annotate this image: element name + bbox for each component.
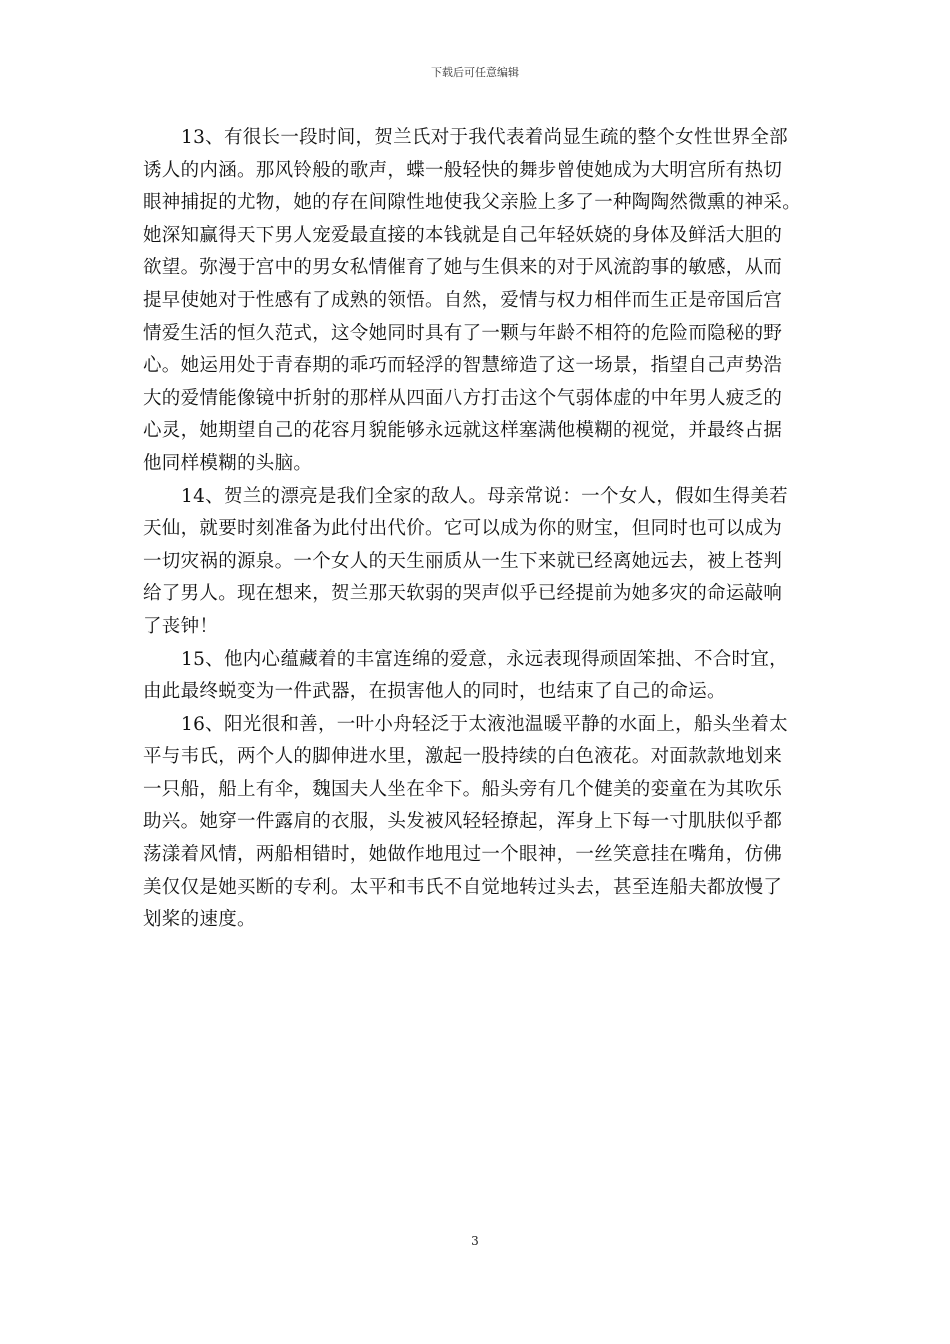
paragraph-13 bbox=[143, 122, 805, 481]
paragraph-line: 给了男人。现在想来，贺兰那天软弱的哭声似乎已经提前为她多灾的命运敲响 bbox=[143, 583, 783, 605]
paragraph-line: 划桨的速度。 bbox=[143, 909, 256, 931]
paragraph-line: 一切灾祸的源泉。一个女人的天生丽质从一生下来就已经离她远去，被上苍判 bbox=[143, 550, 783, 572]
paragraph-line: 心。她运用处于青春期的乖巧而轻浮的智慧缔造了这一场景，指望自己声势浩 bbox=[143, 355, 783, 377]
paragraph-line: 心灵，她期望自己的花容月貌能够永远就这样塞满他模糊的视觉，并最终占据 bbox=[143, 420, 783, 442]
paragraph-line: 诱人的内涵。那风铃般的歌声，蝶一般轻快的舞步曾使她成为大明宫所有热切 bbox=[143, 159, 783, 181]
page-number: 3 bbox=[471, 1234, 479, 1248]
paragraph-line: 14、贺兰的漂亮是我们全家的敌人。母亲常说：一个女人，假如生得美若 bbox=[181, 485, 788, 507]
paragraph-line: 助兴。她穿一件露肩的衣服，头发被风轻轻撩起，浑身上下每一寸肌肤似乎都 bbox=[143, 811, 783, 833]
paragraph-line: 欲望。弥漫于宫中的男女私情催育了她与生俱来的对于风流韵事的敏感，从而 bbox=[143, 257, 783, 279]
paragraph-line: 提早使她对于性感有了成熟的领悟。自然，爱情与权力相伴而生正是帝国后宫 bbox=[143, 289, 783, 311]
paragraph-line: 美仅仅是她买断的专利。太平和韦氏不自觉地转过头去，甚至连船夫都放慢了 bbox=[143, 876, 783, 898]
paragraph-line: 由此最终蜕变为一件武器，在损害他人的同时，也结束了自己的命运。 bbox=[143, 681, 726, 703]
document-body bbox=[143, 122, 805, 937]
paragraph-line: 13、有很长一段时间，贺兰氏对于我代表着尚显生疏的整个女性世界全部 bbox=[181, 127, 788, 148]
paragraph-14 bbox=[143, 481, 805, 644]
paragraph-line: 天仙，就要时刻准备为此付出代价。它可以成为你的财宝，但同时也可以成为 bbox=[143, 518, 783, 540]
paragraph-line: 她深知赢得天下男人宠爱最直接的本钱就是自己年轻妖娆的身体及鲜活大胆的 bbox=[143, 224, 783, 246]
paragraph-line: 16、阳光很和善，一叶小舟轻泛于太液池温暖平静的水面上，船头坐着太 bbox=[181, 713, 788, 735]
paragraph-line: 了丧钟！ bbox=[143, 615, 219, 637]
paragraph-line: 眼神捕捉的尤物，她的存在间隙性地使我父亲脸上多了一种陶陶然微熏的神采。 bbox=[143, 192, 802, 214]
paragraph-line: 一只船，船上有伞，魏国夫人坐在伞下。船头旁有几个健美的娈童在为其吹乐 bbox=[143, 778, 783, 800]
paragraph-line: 他同样模糊的头脑。 bbox=[143, 452, 313, 474]
paragraph-line: 15、他内心蕴藏着的丰富连绵的爱意，永远表现得顽固笨拙、不合时宜， bbox=[181, 648, 788, 670]
paragraph-line: 平与韦氏，两个人的脚伸进水里，激起一股持续的白色液花。对面款款地划来 bbox=[143, 746, 783, 768]
paragraph-16 bbox=[143, 709, 805, 937]
paragraph-line: 荡漾着风情，两船相错时，她做作地甩过一个眼神，一丝笑意挂在嘴角，仿佛 bbox=[143, 844, 783, 866]
page-header: 下载后可任意编辑 bbox=[431, 66, 519, 79]
paragraph-15 bbox=[143, 644, 805, 709]
paragraph-line: 大的爱情能像镜中折射的那样从四面八方打击这个气弱体虚的中年男人疲乏的 bbox=[143, 387, 783, 409]
paragraph-line: 情爱生活的恒久范式，这令她同时具有了一颗与年龄不相符的危险而隐秘的野 bbox=[143, 322, 783, 344]
